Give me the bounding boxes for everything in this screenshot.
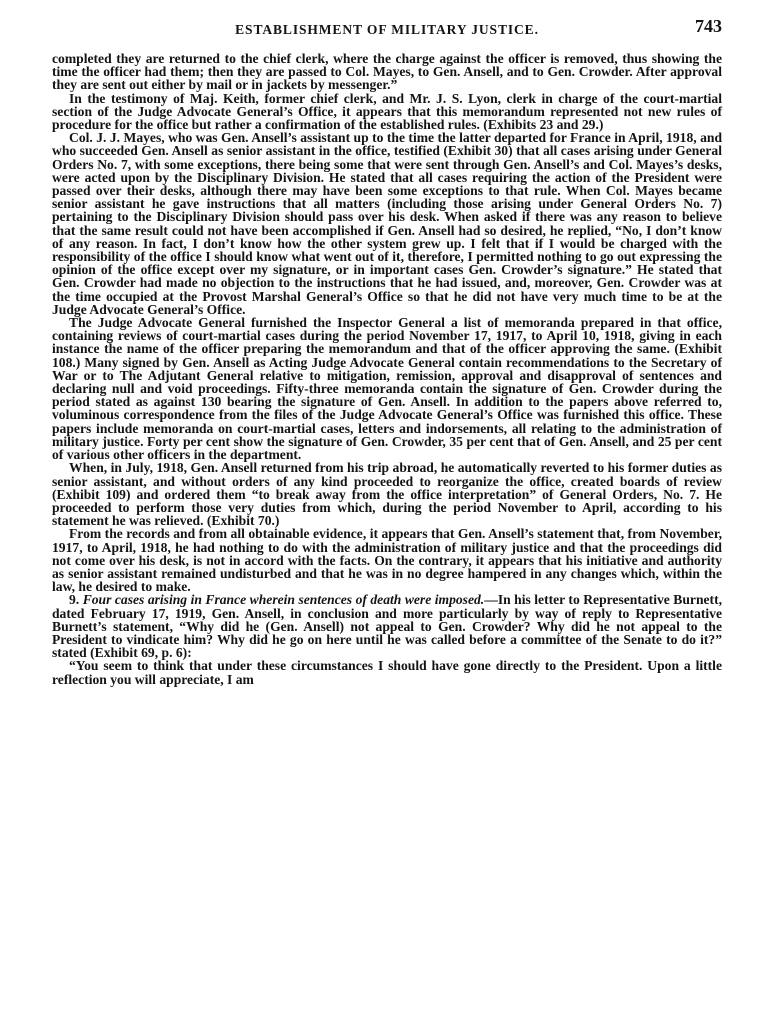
section-heading: Four cases arising in France wherein sentences of death were imposed.: [82, 592, 485, 608]
page-header: [52, 16, 722, 46]
document-page: [52, 16, 722, 686]
document-body: [52, 52, 722, 686]
paragraph-ansell-return: When, in July, 1918, Gen. Ansell returned from his trip abroad, he automatically reverted to his former duties as senior assistant, and without orders of any kind proceeded to reorganize the office, created boards of review (Exhibit 109) and ordered them “to break away from the office interpretation” of General Orders, No. 7. He proceeded to perform those very duties from which, during the period November to April, according to his statement he was relieved. (Exhibit 70.): [52, 460, 722, 529]
section-text: —In his letter to Representative Burnett, dated February 17, 1919, Gen. Ansell, in conclusion and more particularly by way of reply to Representative Burnett’s statement, “Why did he (Gen. Ansell) not appeal to Gen. Crowder? Why did he not appeal to the President to vindicate him? Why did he go on here until he was called before a committee of the Senate to do it?” stated (Exhibit 69, p. 6):: [52, 592, 723, 661]
paragraph-memoranda-list: The Judge Advocate General furnished the Inspector General a list of memoranda prepared in that office, containing reviews of court-martial cases during the period November 17, 1917, to April 10, 1918, giving in each instance the name of the officer preparing the memorandum and that of the officer approving the same. (Exhibit 108.) Many signed by Gen. Ansell as Acting Judge Advocate General contain recommendations to the Secretary of War or to The Adjutant General relative to mitigation, remission, approval and disapproval of sentences and declaring null and void proceedings. Fifty-three memoranda contain the signature of Gen. Crowder during the period stated as against 130 bearing the signature of Gen. Ansell. In addition to the papers above referred to, voluminous correspondence from the files of the Judge Advocate General’s Office was furnished this office. These papers include memoranda on court-martial cases, letters and indorsements, all relating to the administration of military justice. Forty per cent show the signature of Gen. Crowder, 35 per cent that of Gen. Ansell, and 25 per cent of various other officers in the department.: [52, 315, 722, 463]
paragraph-section-9: [52, 593, 722, 659]
section-number: 9.: [69, 592, 83, 608]
paragraph-findings: From the records and from all obtainable evidence, it appears that Gen. Ansell’s statement that, from November, 1917, to April, 1918, he had nothing to do with the administration of military justice and that the proceedings did not come over his desk, is not in accord with the facts. On the contrary, it appears that his initiative and authority as senior assistant remained undisturbed and that he was in no degree hampered in any changes which, within the law, he desired to make.: [52, 526, 722, 595]
paragraph-keith-testimony: In the testimony of Maj. Keith, former chief clerk, and Mr. J. S. Lyon, clerk in charge of the court-martial section of the Judge Advocate General’s Office, it appears that this memorandum represented not new rules of procedure for the office but rather a confirmation of the established rules. (Exhibits 23 and 29.): [52, 90, 722, 133]
paragraph-quotation: “You seem to think that under these circumstances I should have gone directly to the President. Upon a little reflection you will appreciate, I am: [52, 658, 722, 687]
running-title: ESTABLISHMENT OF MILITARY JUSTICE.: [235, 22, 539, 37]
paragraph-continued: completed they are returned to the chief clerk, where the charge against the officer is removed, thus showing the time the officer had them; then they are passed to Col. Mayes, to Gen. Ansell, and to Gen. Crowder. After approval they are sent out either by mail or in jackets by messenger.”: [52, 51, 722, 93]
paragraph-mayes-testimony: Col. J. J. Mayes, who was Gen. Ansell’s assistant up to the time the latter departed for France in April, 1918, and who succeeded Gen. Ansell as senior assistant in the office, testified (Exhibit 30) that all cases arising under General Orders No. 7, with some exceptions, there being some that were sent through Gen. Ansell’s and Col. Mayes’s desks, were acted upon by the Disciplinary Division. He stated that all cases requiring the action of the President were passed over their desks, although there may have been some exceptions to that rule. When Col. Mayes became senior assistant he gave instructions that all matters (including those arising under General Orders No. 7) pertaining to the Disciplinary Division should pass over his desk. When asked if there was any reason to believe that the same result could not have been accomplished if Gen. Ansell had so desired, he replied, “No, I don’t know of any reason. In fact, I don’t know how the other system grew up. I felt that if I would be charged with the responsibility of the office I should know what went out of it, therefore, I permitted nothing to go out expressing the opinion of the office except over my signature, or in important cases Gen. Crowder’s signature.” He stated that Gen. Crowder had made no objection to the instructions that he had issued, and, moreover, Gen. Crowder was at the time occupied at the Provost Marshal General’s Office so that he did not have very much time to be at the Judge Advocate General’s Office.: [52, 130, 722, 317]
page-number: 743: [695, 16, 722, 36]
